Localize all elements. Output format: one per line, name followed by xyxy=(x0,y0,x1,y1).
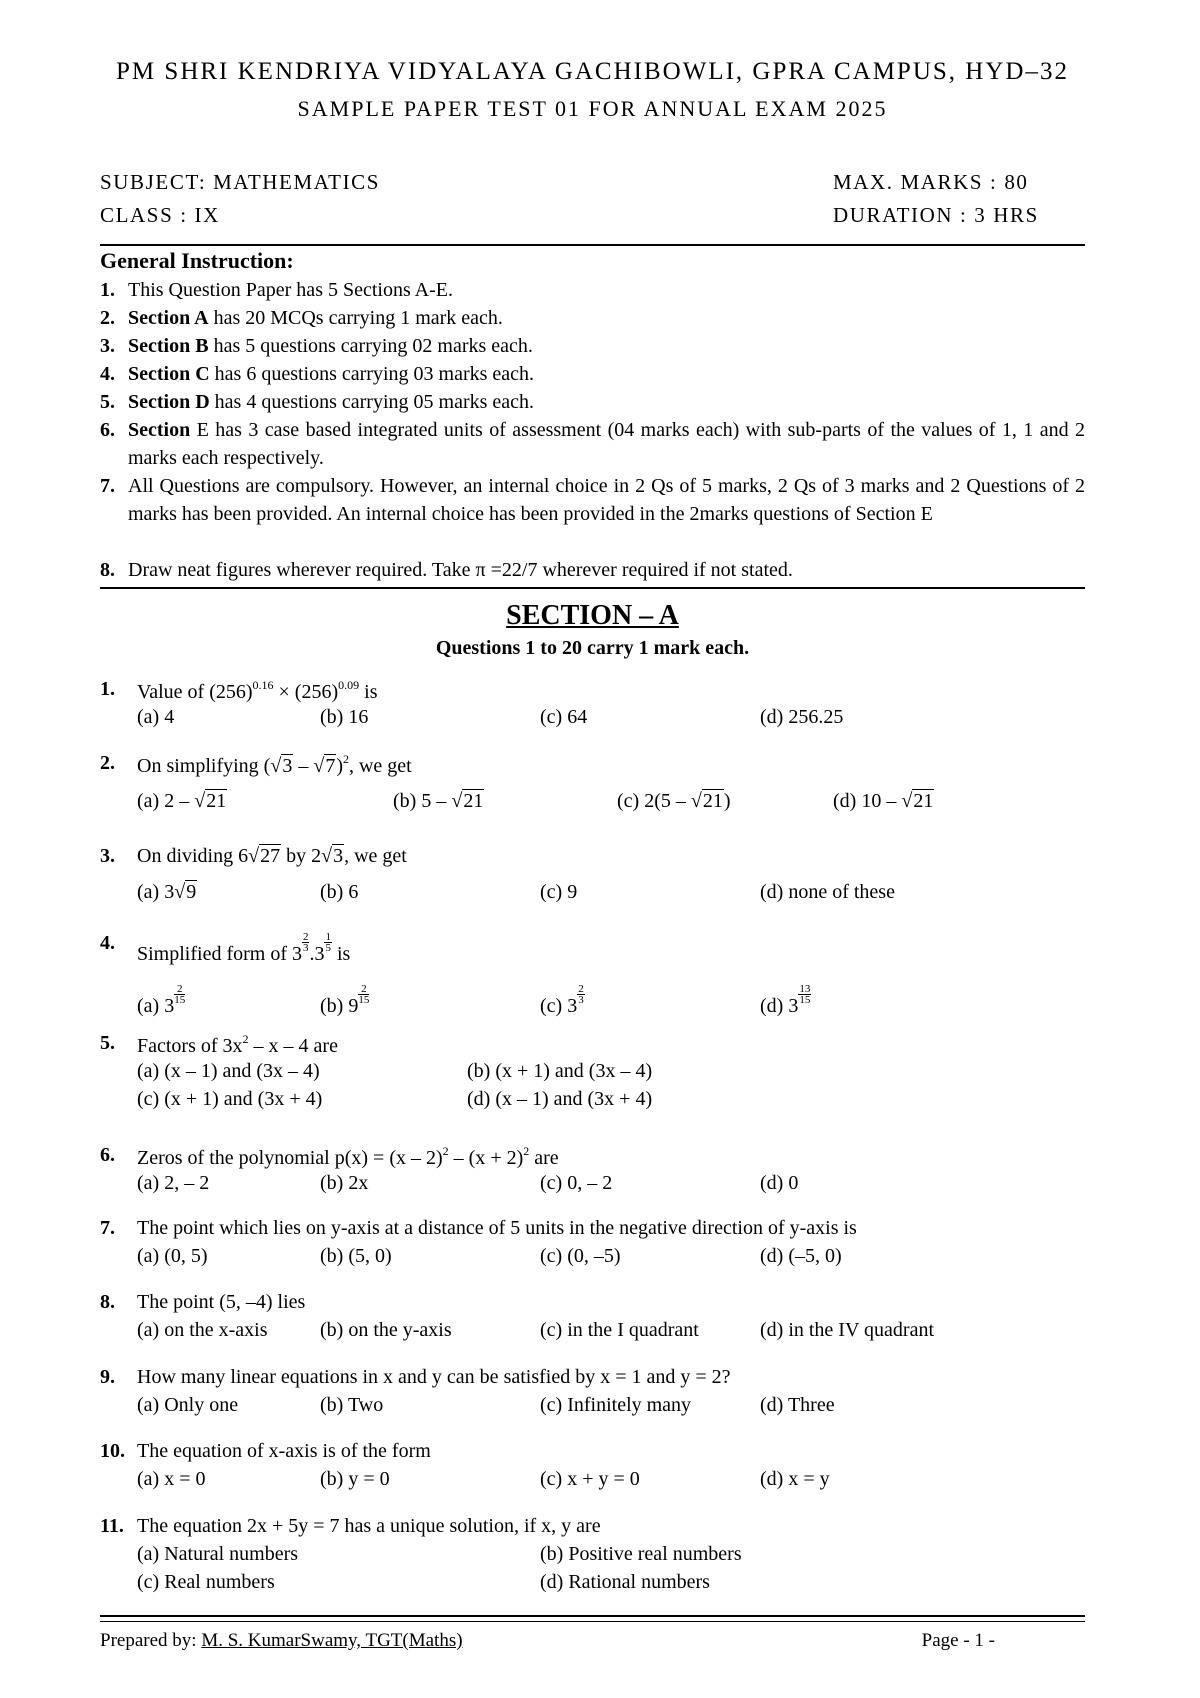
question-text: The point (5, –4) lies xyxy=(137,1291,306,1313)
option-b: (b) 6 xyxy=(320,881,359,903)
option-a: (a) 4 xyxy=(137,706,175,728)
option-c: (c) 9 xyxy=(540,881,578,903)
question-text: The equation 2x + 5y = 7 has a unique solution, if x, y are xyxy=(137,1515,601,1537)
instruction-number: 7. xyxy=(100,475,115,497)
instruction-item xyxy=(100,332,1085,360)
instruction-number: 1. xyxy=(100,279,115,301)
question-number: 7. xyxy=(100,1217,115,1239)
footer-divider xyxy=(100,1615,1085,1617)
instruction-text: has 5 questions carrying 02 marks each. xyxy=(208,335,533,357)
section-subtitle: Questions 1 to 20 carry 1 mark each. xyxy=(435,637,750,659)
question-number: 2. xyxy=(100,752,115,774)
instruction-number: 8. xyxy=(100,559,115,581)
instruction-bold: Section C xyxy=(128,363,210,385)
option-b: (b) 9 $\frac{2}{15}$ xyxy=(320,983,370,1017)
question-text: The equation of x-axis is of the form xyxy=(137,1440,431,1462)
option-b: (b) Two xyxy=(320,1394,384,1416)
question-text: Value of $(256)^{0.16} \times (256)^{0.09}$ is xyxy=(137,678,378,703)
option-d: (d) 0 xyxy=(760,1172,799,1194)
option-d: (d) x = y xyxy=(760,1468,830,1490)
question-number: 1. xyxy=(100,678,115,700)
question-number: 6. xyxy=(100,1144,115,1166)
instruction-item xyxy=(100,416,1085,472)
instruction-text: has 20 MCQs carrying 1 mark each. xyxy=(208,307,503,329)
option-b: (b) on the y-axis xyxy=(320,1319,452,1341)
header-divider xyxy=(100,244,1085,246)
option-c: (c) 64 xyxy=(540,706,588,728)
instruction-bold: Section xyxy=(128,419,191,441)
instructions-divider xyxy=(100,587,1085,589)
question-text: On dividing 6√27 by 2√3, we get xyxy=(137,845,407,867)
max-marks-label: MAX. MARKS : 80 xyxy=(833,170,1029,194)
question-number: 3. xyxy=(100,845,115,867)
question-number: 8. xyxy=(100,1291,115,1313)
instruction-text: Draw neat figures wherever required. Take π =22/7 wherever required if not stated. xyxy=(128,559,793,581)
option-d: (d) 3 $\frac{13}{15}$ xyxy=(760,983,811,1017)
option-c: (c) in the I quadrant xyxy=(540,1319,699,1341)
option-c: (c) (x + 1) and (3x + 4) xyxy=(137,1088,323,1110)
option-c: (c) Infinitely many xyxy=(540,1394,692,1416)
instruction-bold: Section A xyxy=(128,307,209,329)
option-a: (a) (x – 1) and (3x – 4) xyxy=(137,1060,320,1082)
option-a: (a) x = 0 xyxy=(137,1468,206,1490)
option-b: (b) (x + 1) and (3x – 4) xyxy=(467,1060,653,1082)
option-d: (d) none of these xyxy=(760,881,895,903)
instruction-item xyxy=(100,472,1085,528)
option-c: (c) x + y = 0 xyxy=(540,1468,640,1490)
option-a: (a) 3 $\frac{2}{15}$ xyxy=(137,983,186,1017)
option-c: (c) Real numbers xyxy=(137,1571,275,1593)
instruction-bold: Section B xyxy=(128,335,209,357)
instruction-number: 6. xyxy=(100,419,115,441)
option-c: (c) 0, – 2 xyxy=(540,1172,613,1194)
test-title: SAMPLE PAPER TEST 01 FOR ANNUAL EXAM 2025 xyxy=(297,96,888,121)
option-b: (b) 2x xyxy=(320,1172,369,1194)
question-text: Factors of $3x^2$ – x – 4 are xyxy=(137,1032,338,1057)
footer-divider xyxy=(100,1621,1085,1622)
question-text: Simplified form of 3 $\frac{2}{3}$ .3 $\frac{1}{5}$ is xyxy=(137,931,351,965)
question-number: 10. xyxy=(100,1440,125,1462)
instruction-text: This Question Paper has 5 Sections A-E. xyxy=(128,279,453,301)
option-b: (b) 16 xyxy=(320,706,369,728)
section-title: SECTION – A xyxy=(506,600,679,631)
option-a: (a) Only one xyxy=(137,1394,239,1416)
subject-label: SUBJECT: MATHEMATICS xyxy=(100,170,381,194)
instruction-text: has 4 questions carrying 05 marks each. xyxy=(209,391,535,413)
option-c: (c) (0, –5) xyxy=(540,1245,621,1267)
instruction-item xyxy=(100,360,1085,388)
option-d: (d) in the IV quadrant xyxy=(760,1319,935,1341)
instruction-item xyxy=(100,276,1085,304)
question-text: On simplifying (√3 – √7)$^2$, we get xyxy=(137,752,412,777)
option-a: (a) 3√9 xyxy=(137,881,197,903)
instruction-number: 3. xyxy=(100,335,115,357)
option-d: (d) 10 – √21 xyxy=(833,790,934,812)
instructions-title: General Instruction: xyxy=(100,248,294,273)
instruction-number: 2. xyxy=(100,307,115,329)
question-text: Zeros of the polynomial $p(x) = (x - 2)^2 - (x + 2)^2$ are xyxy=(137,1144,559,1169)
question-text: How many linear equations in x and y can be satisfied by x = 1 and y = 2? xyxy=(137,1366,731,1388)
option-a: (a) 2 – √21 xyxy=(137,790,227,812)
option-b: (b) (5, 0) xyxy=(320,1245,392,1267)
question-paper-page xyxy=(100,0,1085,1698)
instruction-item xyxy=(100,388,1085,416)
instruction-number: 4. xyxy=(100,363,115,385)
option-a: (a) on the x-axis xyxy=(137,1319,268,1341)
page-number: Page - 1 - xyxy=(921,1630,995,1651)
instruction-number: 5. xyxy=(100,391,115,413)
question-text: The point which lies on y-axis at a distance of 5 units in the negative direction of y-axis is xyxy=(137,1217,857,1239)
option-d: (d) Three xyxy=(760,1394,835,1416)
question-number: 4. xyxy=(100,932,115,954)
school-name: PM SHRI KENDRIYA VIDYALAYA GACHIBOWLI, GPRA CAMPUS, HYD–32 xyxy=(116,58,1069,85)
option-a: (a) Natural numbers xyxy=(137,1543,299,1565)
question-number: 5. xyxy=(100,1032,115,1054)
option-d: (d) 256.25 xyxy=(760,706,844,728)
instruction-text: All Questions are compulsory. However, an internal choice in 2 Qs of 5 marks, 2 Qs of 3 marks and 2 Questions of 2 marks has been provided. An internal choice has been provided in the 2marks questions of Section E xyxy=(128,475,1085,525)
instruction-item xyxy=(100,304,1085,332)
option-c: (c) 3 $\frac{2}{3}$ xyxy=(540,983,584,1017)
question-number: 9. xyxy=(100,1366,115,1388)
option-d: (d) (–5, 0) xyxy=(760,1245,842,1267)
option-a: (a) (0, 5) xyxy=(137,1245,208,1267)
option-d: (d) (x – 1) and (3x + 4) xyxy=(467,1088,653,1110)
option-c: (c) 2(5 – √21) xyxy=(617,790,731,812)
option-d: (d) Rational numbers xyxy=(540,1571,710,1593)
class-label: CLASS : IX xyxy=(100,203,220,227)
instruction-text: E has 3 case based integrated units of assessment (04 marks each) with sub-parts of the values of 1, 1 and 2 marks each respectively. xyxy=(128,419,1085,469)
instruction-item xyxy=(100,556,1085,584)
option-b: (b) Positive real numbers xyxy=(540,1543,742,1565)
question-number: 11. xyxy=(100,1515,124,1537)
option-a: (a) 2, – 2 xyxy=(137,1172,210,1194)
instruction-text: has 6 questions carrying 03 marks each. xyxy=(209,363,535,385)
instruction-bold: Section D xyxy=(128,391,210,413)
prepared-by: Prepared by: M. S. KumarSwamy, TGT(Maths) xyxy=(100,1630,463,1651)
option-b: (b) 5 – √21 xyxy=(393,790,484,812)
option-b: (b) y = 0 xyxy=(320,1468,390,1490)
duration-label: DURATION : 3 HRS xyxy=(833,203,1039,227)
